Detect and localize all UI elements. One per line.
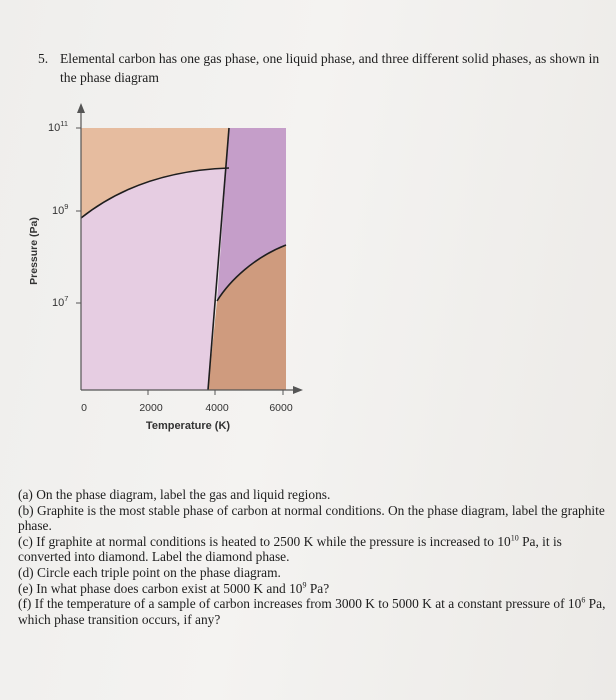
y-axis-arrow xyxy=(77,103,85,113)
y-axis-label: Pressure (Pa) xyxy=(28,217,40,285)
x-axis-label: Temperature (K) xyxy=(145,420,231,432)
subquestion-e: (e) In what phase does carbon exist at 5000 K and $10^9$ Pa? xyxy=(18,580,330,596)
x-axis-arrow xyxy=(293,386,303,394)
x-tick-label-4000: 4000 xyxy=(205,402,229,414)
question-text: Elemental carbon has one gas phase, one liquid phase, and three different solid phases, as shown in the phase diagram xyxy=(60,51,600,85)
question-5 xyxy=(38,49,613,87)
question-number: 5. xyxy=(38,51,49,66)
x-tick-label-6000: 6000 xyxy=(269,402,293,414)
x-tick-label-0: 0 xyxy=(81,402,87,414)
y-tick-label-1e11: $10^{11}$ xyxy=(48,119,69,134)
subquestion-f: (f) If the temperature of a sample of carbon increases from 3000 K to 5000 K at a constant pressure of $10^6$ Pa, which phase transition occurs, if any? xyxy=(18,595,606,627)
y-tick-label-1e7: $10^7$ xyxy=(52,294,69,309)
region-top-tan xyxy=(81,128,229,174)
subquestions xyxy=(18,487,608,627)
subquestion-d: (d) Circle each triple point on the phase diagram. xyxy=(18,564,281,580)
subquestion-a: (a) On the phase diagram, label the gas and liquid regions. xyxy=(18,487,331,502)
x-tick-label-2000: 2000 xyxy=(139,402,163,414)
phase-diagram xyxy=(0,95,320,440)
y-tick-label-1e9: $10^9$ xyxy=(52,202,69,217)
subquestion-b: (b) Graphite is the most stable phase of carbon at normal conditions. On the phase diagram, label the graphite phase. xyxy=(18,502,605,534)
subquestion-c: (c) If graphite at normal conditions is heated to 2500 K while the pressure is increased to $10^{10}$ Pa, it is converted into diamond. Label the diamond phase. xyxy=(18,533,562,565)
